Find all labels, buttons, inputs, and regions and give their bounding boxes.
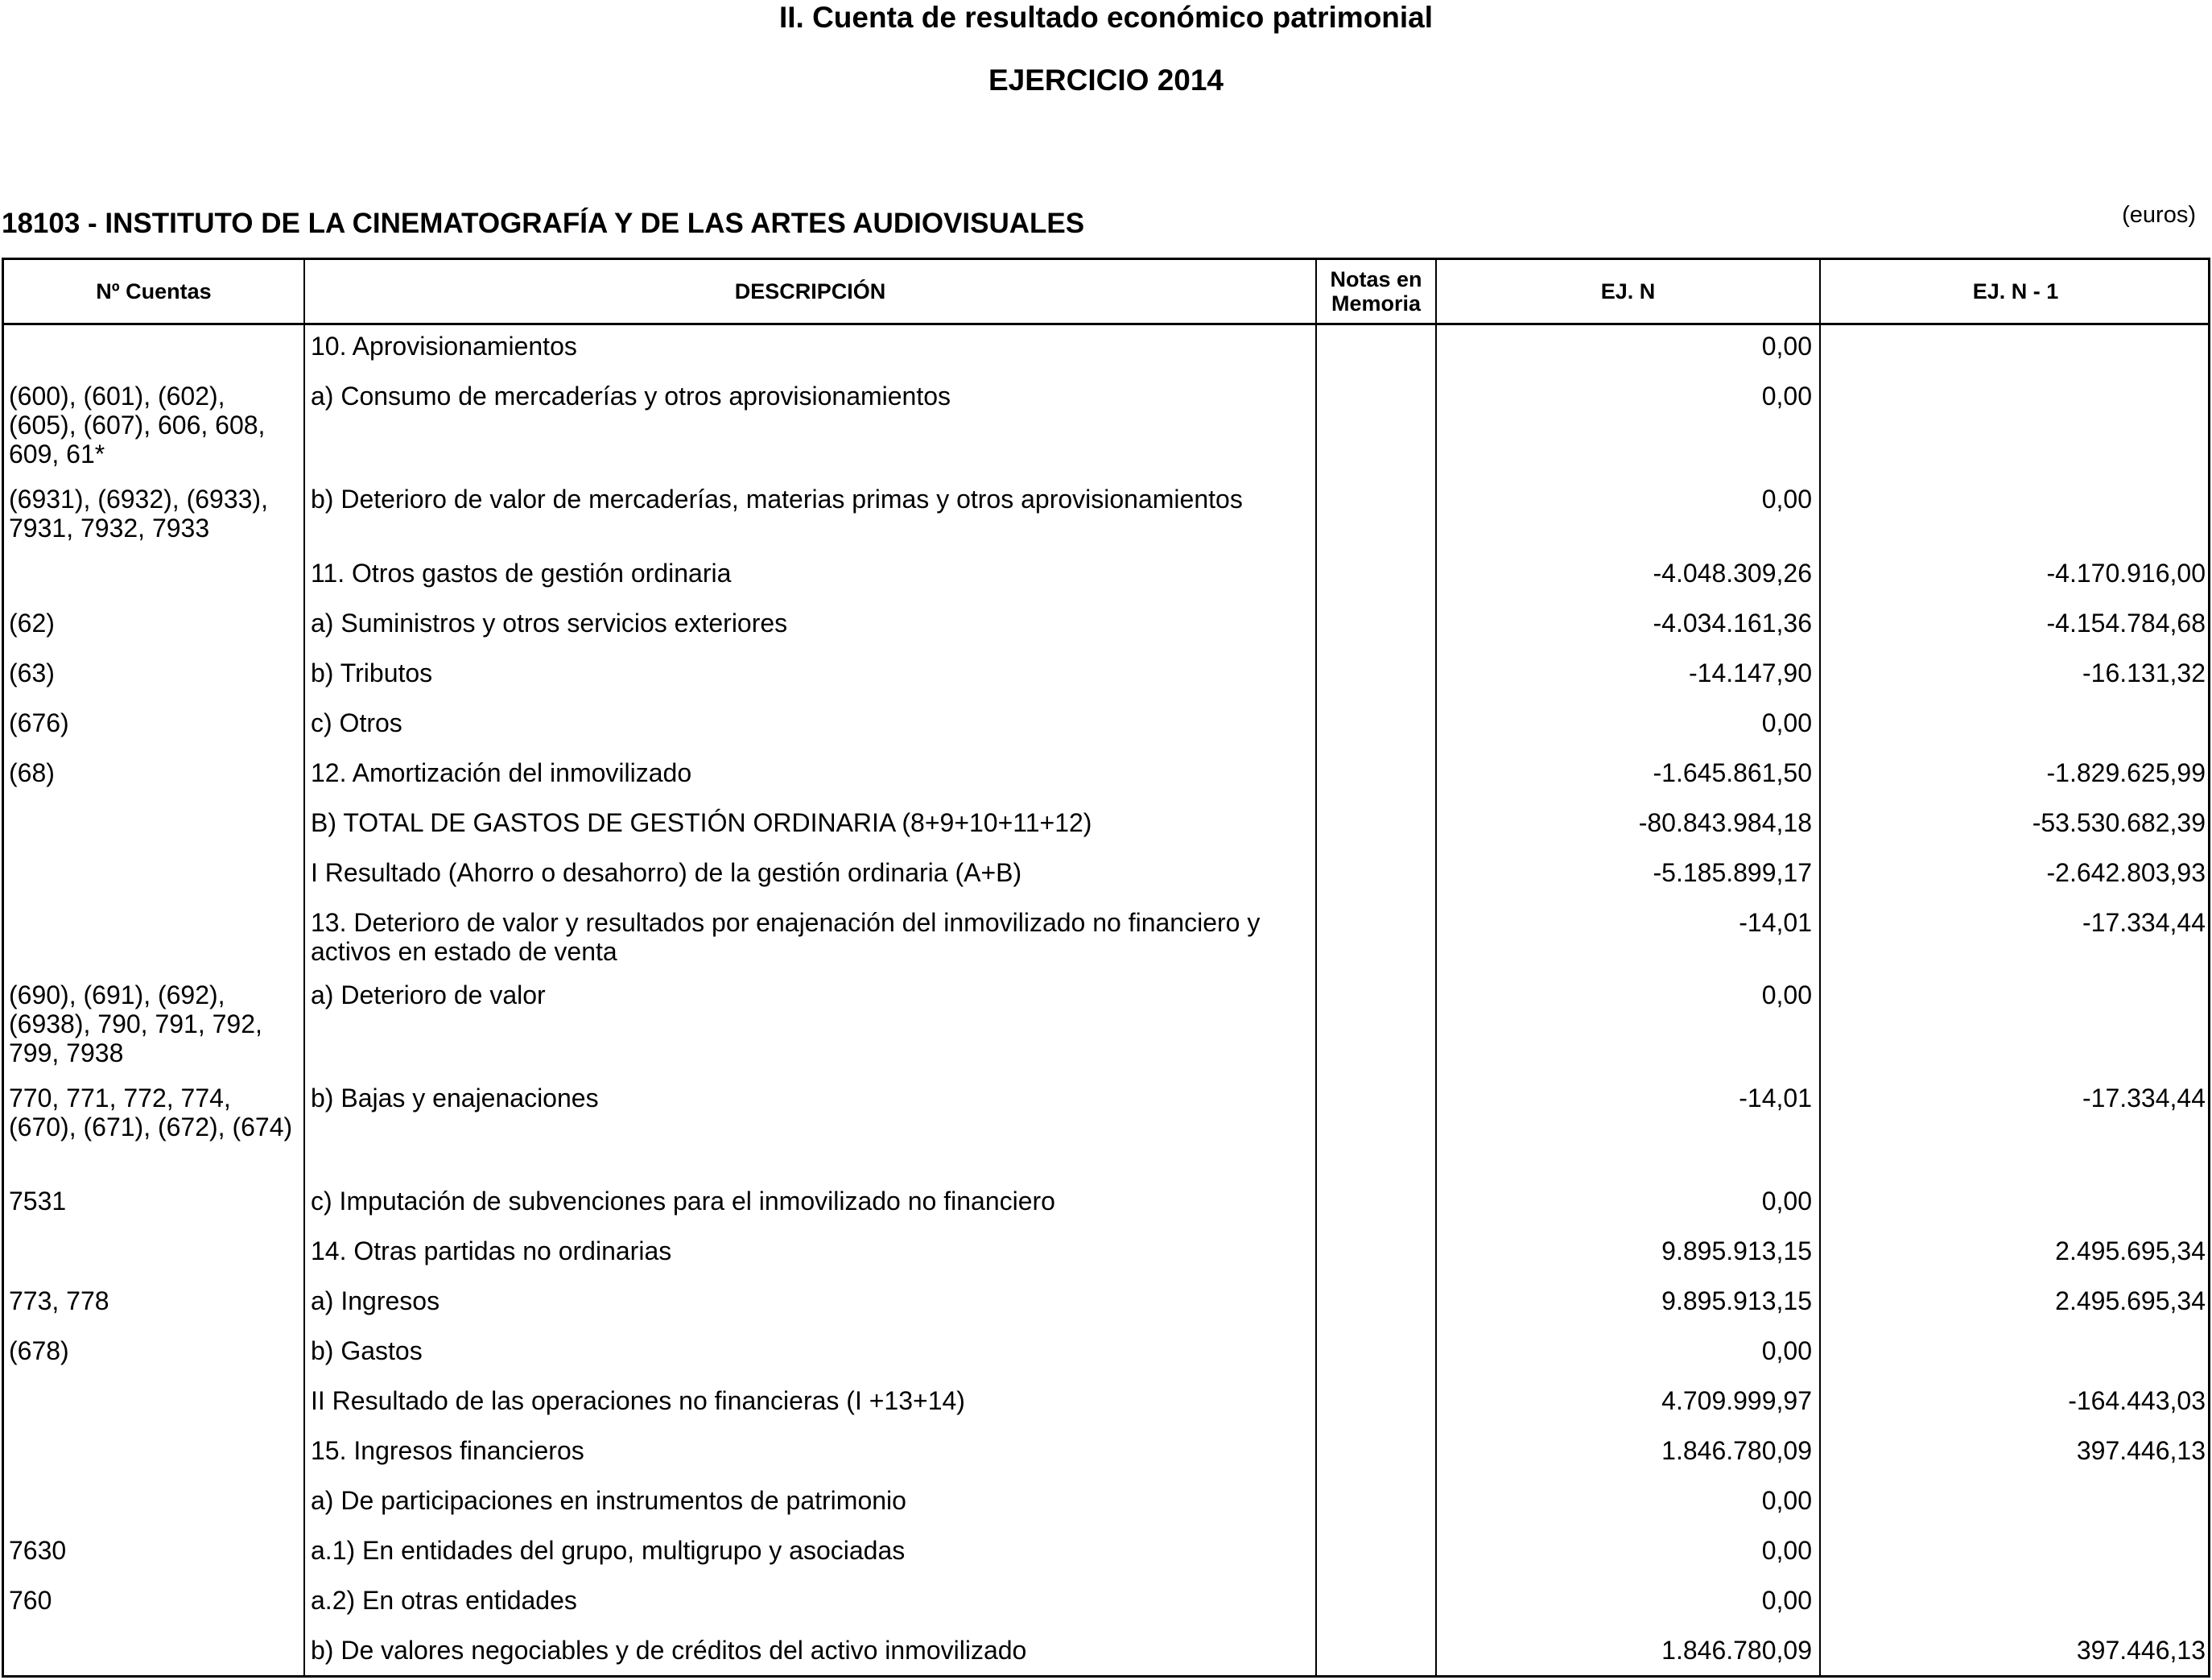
row-description: b) Tributos	[311, 658, 433, 687]
row-description: c) Imputación de subvenciones para el inmovilizado no financiero	[311, 1187, 1055, 1216]
table-row	[4, 1077, 2208, 1180]
header-previous-year: EJ. N - 1	[1972, 279, 2059, 303]
table-row	[4, 902, 2208, 974]
row-description: a) De participaciones en instrumentos de patrimonio	[311, 1486, 906, 1515]
previous-year-amount: 397.446,13	[2076, 1436, 2206, 1465]
row-description: B) TOTAL DE GASTOS DE GESTIÓN ORDINARIA (8+9+10+11+12)	[311, 808, 1092, 837]
account-codes: (600), (601), (602), (605), (607), 606, 608, 609, 61*	[9, 382, 266, 469]
table-row	[4, 1480, 2208, 1529]
table-body	[4, 325, 2208, 1679]
header-accounts: Nº Cuentas	[96, 279, 212, 303]
account-codes: (678)	[9, 1336, 69, 1365]
row-description: a) Ingresos	[311, 1286, 440, 1315]
previous-year-amount: -4.170.916,00	[2046, 559, 2206, 588]
account-codes: (690), (691), (692), (6938), 790, 791, 792, 799, 7938	[9, 980, 262, 1067]
previous-year-amount: -17.334,44	[2082, 908, 2206, 937]
current-year-amount: 0,00	[1761, 332, 1812, 361]
table-row	[4, 702, 2208, 752]
table-row	[4, 974, 2208, 1077]
account-codes: (62)	[9, 609, 55, 638]
previous-year-amount: -2.642.803,93	[2046, 858, 2206, 887]
table-row	[4, 602, 2208, 652]
row-description: a) Suministros y otros servicios exteriores	[311, 609, 788, 638]
current-year-amount: -14,01	[1739, 1084, 1812, 1112]
row-description: 11. Otros gastos de gestión ordinaria	[311, 559, 732, 588]
account-codes: 770, 771, 772, 774, (670), (671), (672), (674)	[9, 1084, 293, 1141]
current-year-amount: 0,00	[1761, 708, 1812, 737]
previous-year-amount: -16.131,32	[2082, 658, 2206, 687]
current-year-amount: 9.895.913,15	[1661, 1286, 1812, 1315]
row-description: a.2) En otras entidades	[311, 1586, 577, 1615]
table-row	[4, 802, 2208, 852]
row-description: b) Bajas y enajenaciones	[311, 1084, 599, 1112]
table-row	[4, 1280, 2208, 1330]
account-codes: 7630	[9, 1536, 67, 1565]
previous-year-amount: -53.530.682,39	[2032, 808, 2206, 837]
table-row	[4, 1330, 2208, 1380]
current-year-amount: 1.846.780,09	[1661, 1636, 1812, 1665]
current-year-amount: -80.843.984,18	[1638, 808, 1812, 837]
table-row	[4, 325, 2208, 375]
header-notes: Notas en Memoria	[1330, 267, 1422, 316]
account-codes: (6931), (6932), (6933), 7931, 7932, 7933	[9, 485, 268, 543]
entity-name: 18103 - INSTITUTO DE LA CINEMATOGRAFÍA Y DE LAS ARTES AUDIOVISUALES	[2, 208, 1085, 239]
table-row	[4, 552, 2208, 602]
table-row	[4, 752, 2208, 802]
table-row	[4, 478, 2208, 552]
current-year-amount: -1.645.861,50	[1653, 758, 1812, 787]
current-year-amount: 0,00	[1761, 382, 1812, 411]
row-description: a) Consumo de mercaderías y otros aprovisionamientos	[311, 382, 951, 411]
current-year-amount: -4.034.161,36	[1653, 609, 1812, 638]
table-row	[4, 1579, 2208, 1629]
row-description: 10. Aprovisionamientos	[311, 332, 577, 361]
row-description: 14. Otras partidas no ordinarias	[311, 1236, 672, 1265]
account-codes: (68)	[9, 758, 55, 787]
previous-year-amount: -164.443,03	[2068, 1386, 2206, 1415]
header-description: DESCRIPCIÓN	[734, 279, 886, 303]
row-description: 13. Deterioro de valor y resultados por enajenación del inmovilizado no financiero y activos en estado de venta	[311, 908, 1261, 966]
row-description: 12. Amortización del inmovilizado	[311, 758, 692, 787]
account-codes: 7531	[9, 1187, 67, 1216]
previous-year-amount: -1.829.625,99	[2046, 758, 2206, 787]
table-row	[4, 1180, 2208, 1230]
previous-year-amount: -17.334,44	[2082, 1084, 2206, 1112]
current-year-amount: -5.185.899,17	[1653, 858, 1812, 887]
account-codes: (676)	[9, 708, 69, 737]
table-row	[4, 375, 2208, 478]
fiscal-year-title: EJERCICIO 2014	[988, 64, 1224, 97]
current-year-amount: 0,00	[1761, 485, 1812, 514]
previous-year-amount: 397.446,13	[2076, 1636, 2206, 1665]
results-table	[2, 258, 2210, 1678]
currency-units: (euros)	[2122, 202, 2196, 228]
row-description: II Resultado de las operaciones no financieras (I +13+14)	[311, 1386, 965, 1415]
current-year-amount: 0,00	[1761, 1336, 1812, 1365]
row-description: a.1) En entidades del grupo, multigrupo y asociadas	[311, 1536, 906, 1565]
table-row	[4, 652, 2208, 702]
table-row	[4, 1230, 2208, 1280]
row-description: b) Gastos	[311, 1336, 423, 1365]
header-current-year: EJ. N	[1600, 279, 1656, 303]
current-year-amount: 9.895.913,15	[1661, 1236, 1812, 1265]
table-row	[4, 1380, 2208, 1430]
current-year-amount: 0,00	[1761, 1187, 1812, 1216]
current-year-amount: 0,00	[1761, 980, 1812, 1009]
current-year-amount: 4.709.999,97	[1661, 1386, 1812, 1415]
account-codes: (63)	[9, 658, 55, 687]
table-row	[4, 1629, 2208, 1679]
previous-year-amount: 2.495.695,34	[2055, 1236, 2206, 1265]
table-row	[4, 1529, 2208, 1579]
row-description: b) De valores negociables y de créditos del activo inmovilizado	[311, 1636, 1027, 1665]
row-description: I Resultado (Ahorro o desahorro) de la gestión ordinaria (A+B)	[311, 858, 1022, 887]
account-codes: 773, 778	[9, 1286, 109, 1315]
current-year-amount: 0,00	[1761, 1486, 1812, 1515]
current-year-amount: 0,00	[1761, 1536, 1812, 1565]
report-title: II. Cuenta de resultado económico patrimonial	[778, 1, 1434, 34]
current-year-amount: -14.147,90	[1688, 658, 1812, 687]
previous-year-amount: -4.154.784,68	[2046, 609, 2206, 638]
row-description: b) Deterioro de valor de mercaderías, materias primas y otros aprovisionamientos	[311, 485, 1243, 514]
current-year-amount: 1.846.780,09	[1661, 1436, 1812, 1465]
current-year-amount: -4.048.309,26	[1653, 559, 1812, 588]
previous-year-amount: 2.495.695,34	[2055, 1286, 2206, 1315]
row-description: c) Otros	[311, 708, 402, 737]
table-row	[4, 852, 2208, 902]
current-year-amount: 0,00	[1761, 1586, 1812, 1615]
row-description: 15. Ingresos financieros	[311, 1436, 584, 1465]
row-description: a) Deterioro de valor	[311, 980, 546, 1009]
table-row	[4, 1430, 2208, 1480]
account-codes: 760	[9, 1586, 52, 1615]
current-year-amount: -14,01	[1739, 908, 1812, 937]
